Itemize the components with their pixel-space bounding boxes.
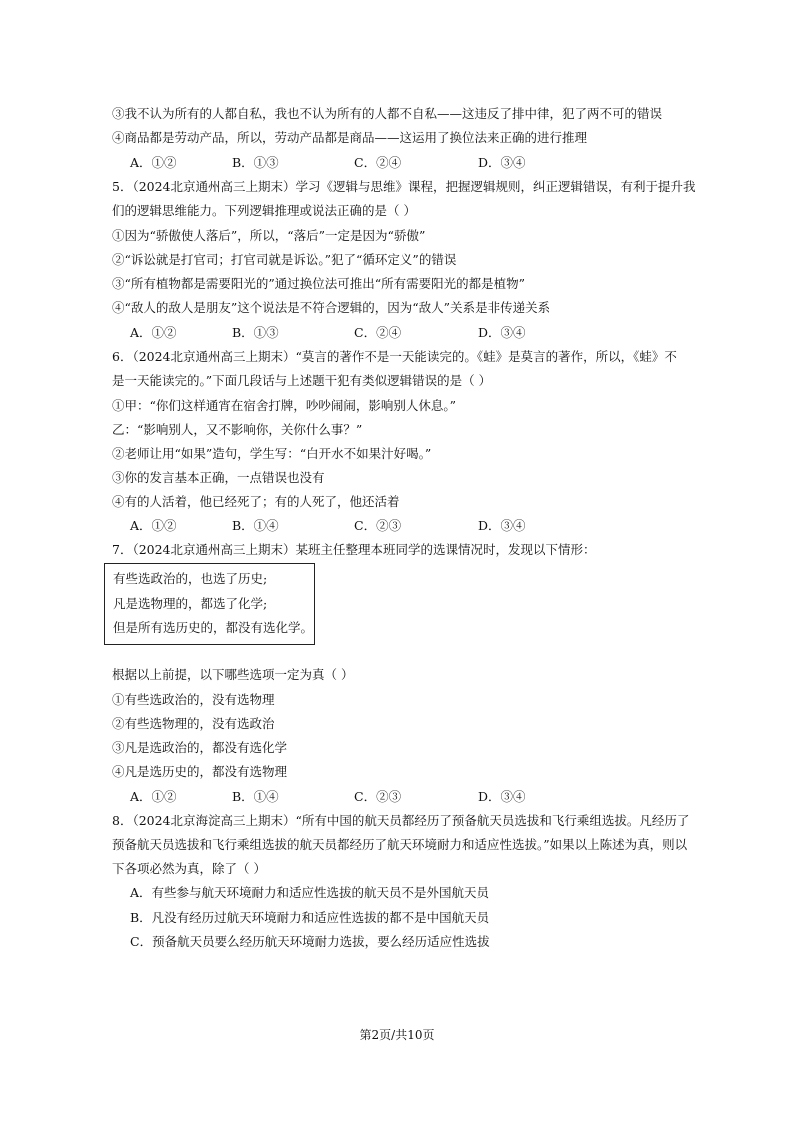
q5-statement: ④“敌人的敌人是朋友”这个说法是不符合逻辑的，因为“敌人”关系是非传递关系	[112, 300, 551, 315]
q7-statement: ①有些选政治的，没有选物理	[112, 692, 275, 707]
statement-3: ③我不认为所有的人都自私，我也不认为所有的人都不自私——这违反了排中律，犯了两不可的错误	[112, 106, 663, 121]
q8-choice-a[interactable]: A．有些参与航天环境耐力和适应性选拔的航天员不是外国航天员	[130, 885, 490, 900]
q8-stem-line2: 预备航天员选拔和飞行乘组选拔的航天员都经历了航天环境耐力和适应性选拔。”如果以上陈述为真，则以	[112, 837, 688, 852]
q6-statement: ①甲：“你们这样通宵在宿舍打牌，吵吵闹闹，影响别人休息。”	[112, 398, 457, 413]
q5-statement: ②“诉讼就是打官司；打官司就是诉讼。”犯了“循环定义”的错误	[112, 252, 457, 267]
q6-stem-line2: 是一天能读完的。”下面几段话与上述题干犯有类似逻辑错误的是（ ）	[112, 373, 492, 388]
q5-stem-line1: 5．（2024北京通州高三上期末）学习《逻辑与思维》课程，把握逻辑规则，纠正逻辑错误，有利于提升我	[112, 179, 696, 194]
q5-stem-line2: 们的逻辑思维能力。下列逻辑推理或说法正确的是（ ）	[112, 203, 416, 218]
q6-statement: ②老师让用“如果”造句，学生写：“白开水不如果汁好喝。”	[112, 446, 432, 461]
option-b[interactable]: B．①③	[232, 325, 279, 340]
option-b[interactable]: B．①③	[232, 155, 279, 170]
q8-choice-b[interactable]: B．凡没有经历过航天环境耐力和适应性选拔的都不是中国航天员	[130, 910, 490, 925]
q8-stem-line1: 8．（2024北京海淀高三上期末）“所有中国的航天员都经历了预备航天员选拔和飞行乘组选拔。凡经历了	[112, 813, 690, 828]
option-a[interactable]: A．①②	[130, 518, 177, 533]
premise-box	[104, 563, 315, 645]
premise-line: 有些选政治的，也选了历史;	[113, 571, 268, 586]
q6-stem-line1: 6．（2024北京通州高三上期末）“莫言的著作不是一天能读完的。《蛙》是莫言的著作，所以，《蛙》不	[112, 349, 677, 364]
q6-statement: ④有的人活着，他已经死了；有的人死了，他还活着	[112, 494, 400, 509]
q6-statement: 乙：“影响别人，又不影响你，关你什么事？”	[112, 422, 363, 437]
option-c[interactable]: C．②③	[354, 518, 402, 533]
q7-question: 根据以上前提，以下哪些选项一定为真（ ）	[112, 667, 354, 682]
q8-stem-line3: 下各项必然为真，除了（ ）	[112, 861, 266, 876]
q7-statement: ④凡是选历史的，都没有选物理	[112, 764, 288, 779]
q8-choice-c[interactable]: C．预备航天员要么经历航天环境耐力选拔，要么经历适应性选拔	[130, 934, 490, 949]
premise-line: 但是所有选历史的，都没有选化学。	[113, 620, 314, 635]
q5-statement: ①因为“骄傲使人落后”，所以，“落后”一定是因为“骄傲”	[112, 228, 426, 243]
option-d[interactable]: D．③④	[478, 518, 526, 533]
option-a[interactable]: A．①②	[130, 155, 177, 170]
option-a[interactable]: A．①②	[130, 789, 177, 804]
option-c[interactable]: C．②③	[354, 789, 402, 804]
option-d[interactable]: D．③④	[478, 789, 526, 804]
option-d[interactable]: D．③④	[478, 325, 526, 340]
option-c[interactable]: C．②④	[354, 325, 402, 340]
q7-statement: ②有些选物理的，没有选政治	[112, 716, 275, 731]
q7-statement: ③凡是选政治的，都没有选化学	[112, 740, 288, 755]
option-b[interactable]: B．①④	[232, 789, 279, 804]
page-number: 第2页/共10页	[359, 1028, 435, 1042]
option-d[interactable]: D．③④	[478, 155, 526, 170]
option-a[interactable]: A．①②	[130, 325, 177, 340]
option-c[interactable]: C．②④	[354, 155, 402, 170]
q7-stem: 7．（2024北京通州高三上期末）某班主任整理本班同学的选课情况时，发现以下情形：	[112, 542, 596, 557]
premise-line: 凡是选物理的，都选了化学;	[113, 596, 268, 611]
statement-4: ④商品都是劳动产品，所以，劳动产品都是商品——这运用了换位法来正确的进行推理	[112, 130, 588, 145]
option-b[interactable]: B．①④	[232, 518, 279, 533]
q6-statement: ③你的发言基本正确，一点错误也没有	[112, 470, 325, 485]
q5-statement: ③“所有植物都是需要阳光的”通过换位法可推出“所有需要阳光的都是植物”	[112, 276, 526, 291]
